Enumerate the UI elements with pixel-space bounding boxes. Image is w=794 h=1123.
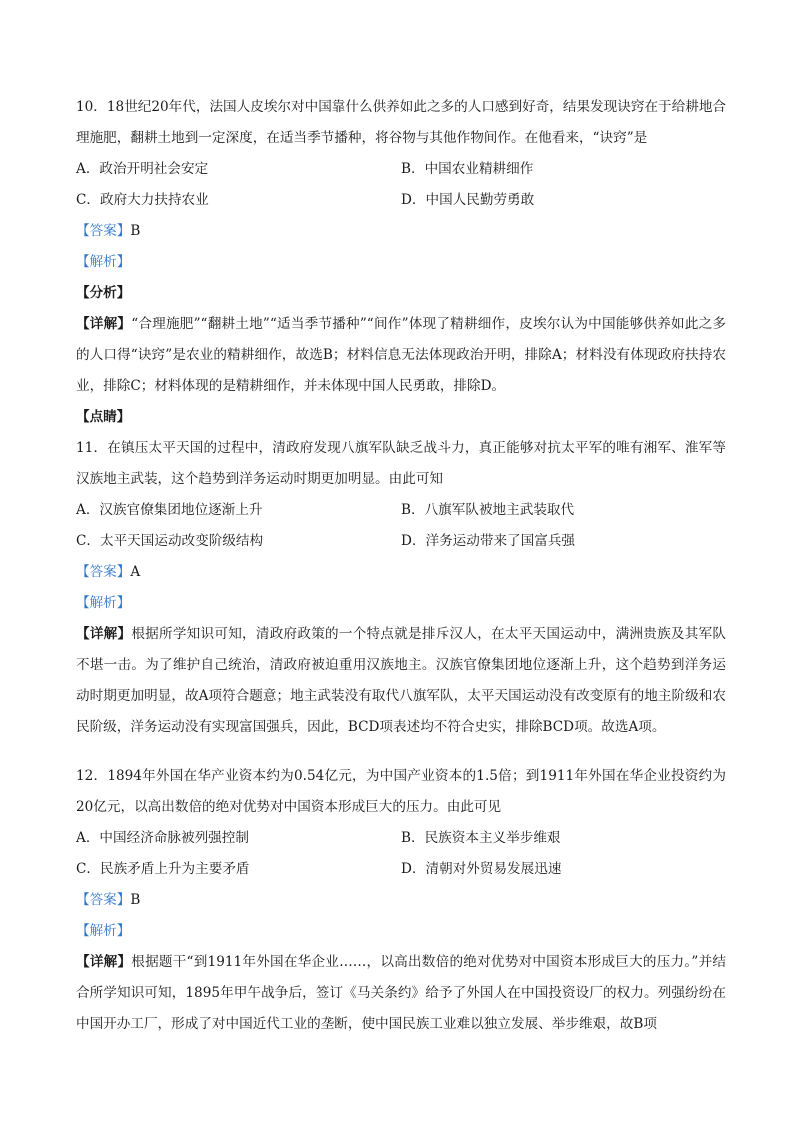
option-a: A．中国经济命脉被列强控制 bbox=[76, 830, 249, 846]
question-11 bbox=[76, 433, 726, 743]
detail-label: 【详解】 bbox=[76, 954, 132, 970]
option-d: D．清朝对外贸易发展迅速 bbox=[401, 861, 562, 877]
detail-label: 【详解】 bbox=[76, 316, 132, 332]
detail-paragraph bbox=[76, 947, 726, 1040]
answer-label: 【答案】 bbox=[76, 223, 131, 239]
option-b: B．中国农业精耕细作 bbox=[401, 161, 534, 177]
options-row bbox=[76, 185, 726, 216]
answer-value: B bbox=[130, 892, 141, 908]
options-row bbox=[76, 854, 726, 885]
option-c: C．政府大力扶持农业 bbox=[76, 192, 209, 208]
options-row bbox=[76, 823, 726, 854]
detail-paragraph bbox=[76, 619, 726, 743]
detail-paragraph bbox=[76, 309, 726, 402]
answer-line bbox=[76, 557, 726, 588]
spacer bbox=[76, 743, 726, 761]
option-c: C．民族矛盾上升为主要矛盾 bbox=[76, 861, 250, 877]
question-10 bbox=[76, 92, 726, 433]
question-12 bbox=[76, 761, 726, 1040]
option-c: C．太平天国运动改变阶级结构 bbox=[76, 533, 264, 549]
question-stem: 12．1894年外国在华产业资本约为0.54亿元，为中国产业资本的1.5倍；到1911年外国在华企业投资约为20亿元，以高出数倍的绝对优势对中国资本形成巨大的压力。由此可见 bbox=[76, 768, 726, 815]
answer-line bbox=[76, 216, 726, 247]
answer-line bbox=[76, 885, 726, 916]
option-d: D．中国人民勤劳勇敢 bbox=[401, 192, 535, 208]
question-stem: 11．在镇压太平天国的过程中，清政府发现八旗军队缺乏战斗力，真正能够对抗太平军的唯有湘军、淮军等汉族地主武装，这个趋势到洋务运动时期更加明显。由此可知 bbox=[76, 440, 726, 487]
answer-label: 【答案】 bbox=[76, 892, 131, 908]
answer-value: A bbox=[130, 564, 141, 580]
fenxi-label: 【分析】 bbox=[76, 285, 131, 301]
option-b: B．民族资本主义举步维艰 bbox=[401, 830, 561, 846]
detail-label: 【详解】 bbox=[76, 626, 132, 642]
answer-label: 【答案】 bbox=[76, 564, 131, 580]
options-row bbox=[76, 495, 726, 526]
analysis-label: 【解析】 bbox=[76, 923, 131, 939]
option-d: D．洋务运动带来了国富兵强 bbox=[401, 533, 576, 549]
option-b: B．八旗军队被地主武装取代 bbox=[401, 502, 575, 518]
analysis-label: 【解析】 bbox=[76, 254, 131, 270]
options-row bbox=[76, 154, 726, 185]
detail-text: “合理施肥”“翻耕土地”“适当季节播种”“间作”体现了精耕细作，皮埃尔认为中国能够供养如此之多的人口得“诀窍”是农业的精耕细作，故选B；材料信息无法体现政治开明，排除A；材料没有体现政府扶持农业，排除C；材料体现的是精耕细作，并未体现中国人民勇敢，排除D。 bbox=[76, 316, 727, 394]
analysis-label: 【解析】 bbox=[76, 595, 131, 611]
answer-value: B bbox=[130, 223, 141, 239]
detail-text: 根据题干“到1911年外国在华企业……，以高出数倍的绝对优势对中国资本形成巨大的压力。”并结合所学知识可知，1895年甲午战争后，签订《马关条约》给予了外国人在中国投资设厂的权力。列强纷纷在中国开办工厂，形成了对中国近代工业的垄断，使中国民族工业难以独立发展、举步维艰，故B项 bbox=[76, 954, 726, 1032]
detail-text: 根据所学知识可知，清政府政策的一个特点就是排斥汉人，在太平天国运动中，满洲贵族及其军队不堪一击。为了维护自己统治，清政府被迫重用汉族地主。汉族官僚集团地位逐渐上升，这个趋势到洋务运动时期更加明显，故A项符合题意；地主武装没有取代八旗军队，太平天国运动没有改变原有的地主阶级和农民阶级，洋务运动没有实现富国强兵，因此，BCD项表述均不符合史实，排除BCD项。故选A项。 bbox=[76, 626, 727, 735]
question-stem: 10．18世纪20年代，法国人皮埃尔对中国靠什么供养如此之多的人口感到好奇，结果发现诀窍在于给耕地合理施肥，翻耕土地到一定深度，在适当季节播种，将谷物与其他作物间作。在他看来，“诀窍”是 bbox=[76, 99, 727, 146]
option-a: A．汉族官僚集团地位逐渐上升 bbox=[76, 502, 263, 518]
options-row bbox=[76, 526, 726, 557]
option-a: A．政治开明社会安定 bbox=[76, 161, 209, 177]
document-page bbox=[76, 92, 726, 1040]
dianjing-label: 【点睛】 bbox=[76, 409, 131, 425]
